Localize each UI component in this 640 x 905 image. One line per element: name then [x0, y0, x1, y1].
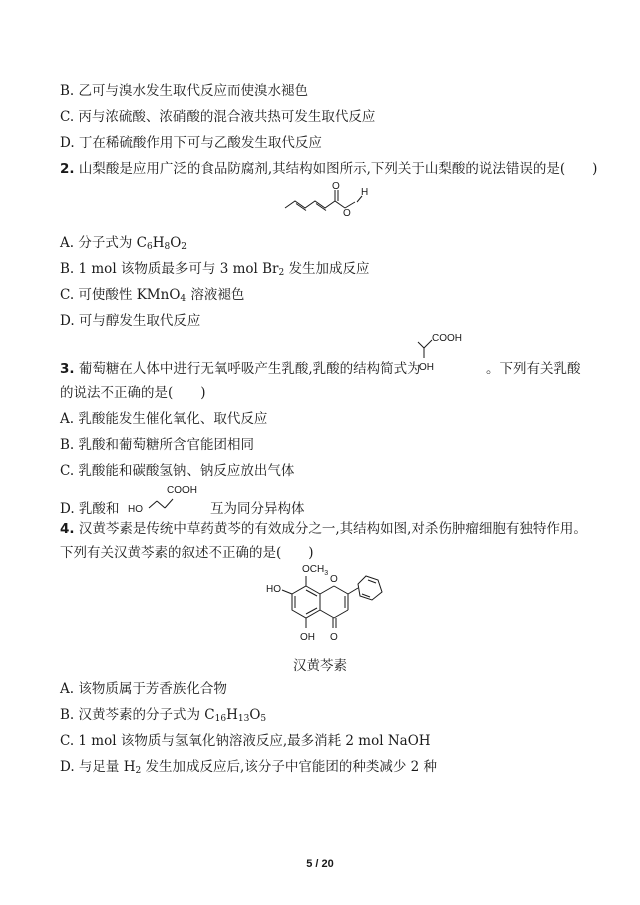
- wogonin-ring-o: O: [330, 574, 338, 585]
- q4-stem-line2: 下列有关汉黄芩素的叙述不正确的是( ): [60, 545, 314, 561]
- q4-option-b: B. 汉黄芩素的分子式为 $C_{16}H_{13}O_5$: [60, 707, 267, 724]
- q3-stem-line1: 3. 葡萄糖在人体中进行无氧呼吸产生乳酸,乳酸的结构简式为: [60, 361, 421, 377]
- q4-option-a: A. 该物质属于芳香族化合物: [60, 681, 227, 697]
- q3-stem-line1-end: 。下列有关乳酸: [486, 361, 581, 377]
- q2-option-c: C. 可使酸性 KMnO$_4$ 溶液褪色: [60, 287, 245, 304]
- wogonin-oh: OH: [300, 632, 315, 643]
- q4-option-c: C. 1 mol 该物质与氢氧化钠溶液反应,最多消耗 2 mol NaOH: [60, 733, 431, 749]
- q3-option-a: A. 乳酸能发生催化氧化、取代反应: [60, 411, 268, 427]
- sorbic-hydroxyl-o: O: [343, 208, 351, 219]
- isomer-cooh: COOH: [167, 485, 197, 496]
- wogonin-ho: HO: [266, 584, 281, 595]
- q4-option-d: D. 与足量 $H_2$ 发生加成反应后,该分子中官能团的种类减少 2 种: [60, 759, 437, 776]
- page-number: 5 / 20: [306, 858, 334, 870]
- q4-stem-line1: 4. 汉黄芩素是传统中草药黄芩的有效成分之一,其结构如图,对杀伤肿瘤细胞有独特作用。: [60, 521, 587, 537]
- sorbic-acid-structure: [275, 180, 385, 230]
- wogonin-och3: $OCH_3$: [302, 564, 329, 577]
- lactic-oh: OH: [419, 362, 434, 373]
- wogonin-structure: [258, 560, 398, 652]
- q2-number: 2.: [60, 161, 75, 177]
- sorbic-carbonyl-o: O: [332, 181, 340, 192]
- lactic-cooh: COOH: [432, 333, 462, 344]
- wogonin-keto-o: O: [330, 632, 338, 643]
- q3-stem-line2: 的说法不正确的是( ): [60, 385, 206, 401]
- q2-stem: [60, 160, 597, 178]
- q2-option-d: D. 可与醇发生取代反应: [60, 313, 201, 329]
- q3-option-c: C. 乳酸能和碳酸氢钠、钠反应放出气体: [60, 463, 295, 479]
- q4-number: 4.: [60, 521, 75, 537]
- isomer-ho: HO: [128, 504, 143, 515]
- q1-option-c: C. 丙与浓硫酸、浓硝酸的混合液共热可发生取代反应: [60, 109, 376, 125]
- q2-option-a: A. 分子式为 $C_6H_8O_2$: [60, 235, 188, 252]
- q2-option-b: B. 1 mol 该物质最多可与 3 mol $Br_2$ 发生加成反应: [60, 261, 370, 278]
- isomer-structure: [125, 478, 215, 518]
- q1-option-d: D. 丁在稀硫酸作用下可与乙酸发生取代反应: [60, 135, 322, 151]
- q3-option-d-end: 互为同分异构体: [210, 501, 305, 517]
- q3-number: 3.: [60, 361, 75, 377]
- sorbic-hydroxyl-h: H: [361, 187, 369, 198]
- q1-option-b: B. 乙可与溴水发生取代反应而使溴水褪色: [60, 83, 309, 99]
- wogonin-caption: 汉黄芩素: [293, 658, 347, 674]
- q3-option-b: B. 乳酸和葡萄糖所含官能团相同: [60, 437, 255, 453]
- q2-stem-text: 山梨酸是应用广泛的食品防腐剂,其结构如图所示,下列关于山梨酸的说法错误的是( ): [78, 161, 598, 177]
- q3-option-d: D. 乳酸和: [60, 501, 120, 517]
